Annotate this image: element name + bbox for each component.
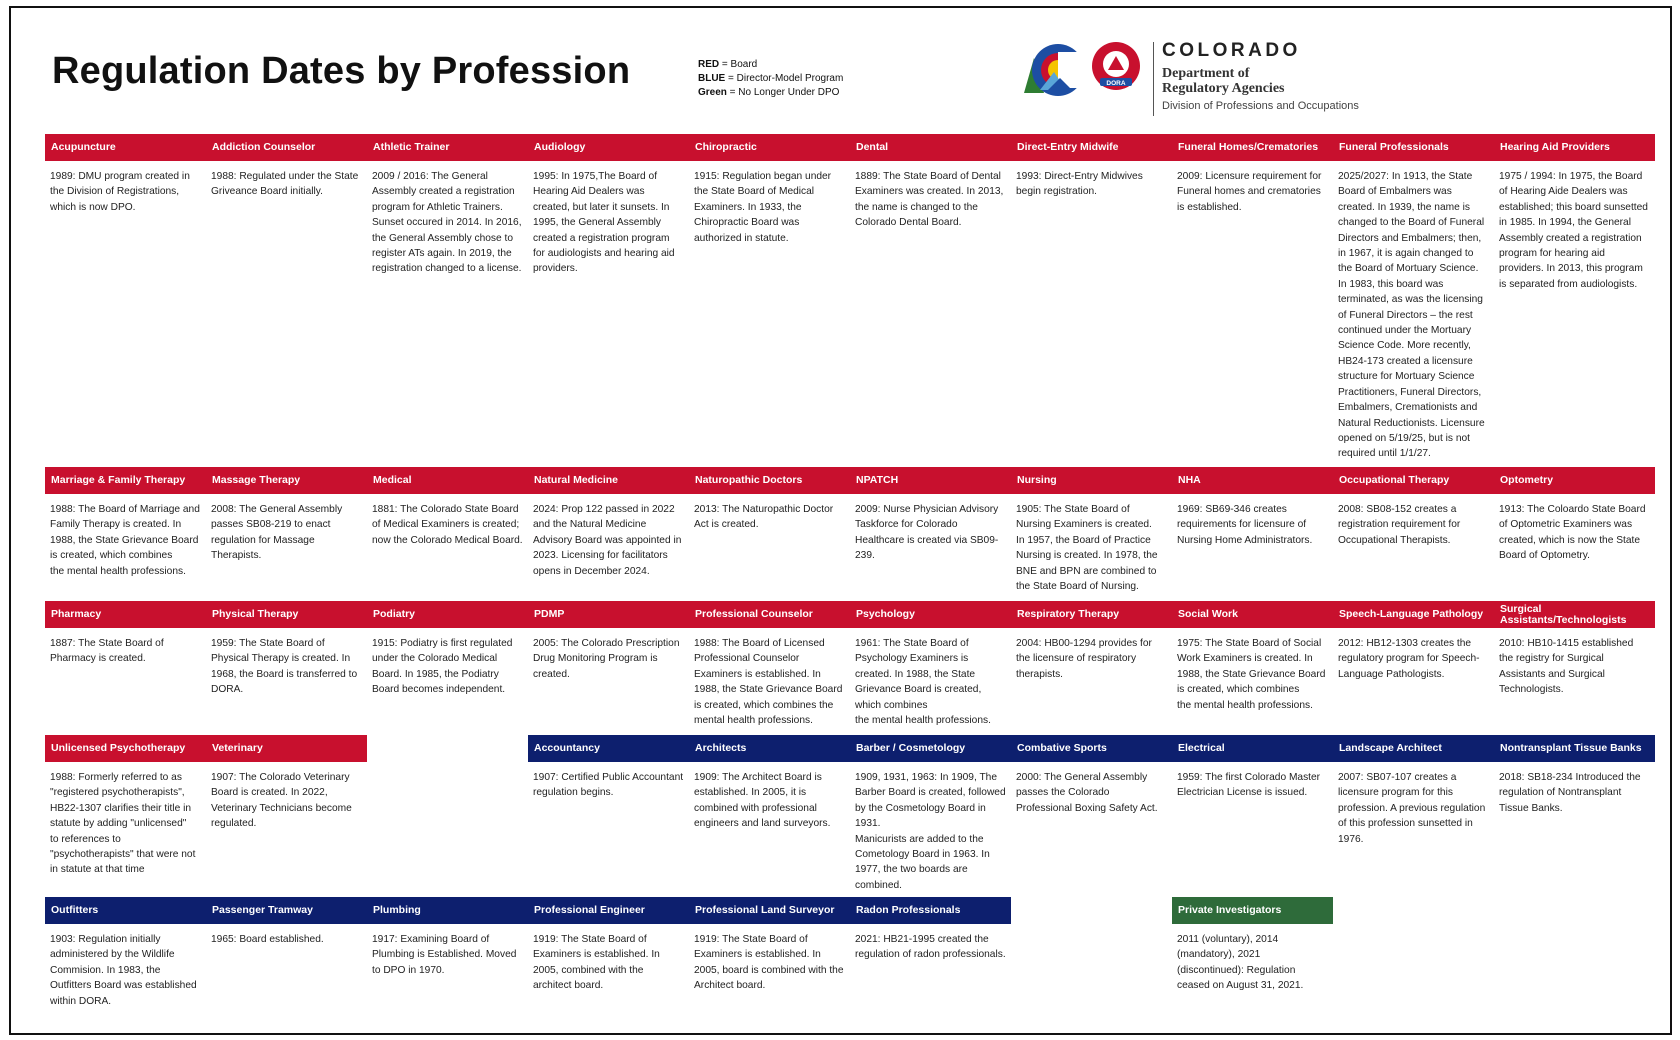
profession-description: 2018: SB18-234 Introduced the regulation of Nontransplant Tissue Banks. (1499, 772, 1641, 814)
profession-description: 2010: HB10-1415 established the registry for Surgical Assistants and Surgical Technologists. (1499, 638, 1634, 696)
profession-description: 2008: SB08-152 creates a registration requirement for Occupational Therapists. (1338, 504, 1461, 546)
profession-description: 1919: The State Board of Examiners is established. In 2005, combined with the architect board. (533, 934, 660, 992)
profession-header: Direct-Entry Midwife (1011, 134, 1172, 161)
profession-header: Funeral Professionals (1333, 134, 1494, 161)
profession-header: Naturopathic Doctors (689, 467, 850, 494)
profession-description: 1915: Regulation began under the State Board of Medical Examiners. In 1933, the Chiropractic Board was authorized in statute. (694, 171, 832, 244)
profession-description: 2000: The General Assembly passes the Colorado Professional Boxing Safety Act. (1016, 772, 1158, 814)
profession-description: 1959: The State Board of Physical Therapy is created. In 1968, the Board is transferred to DORA. (211, 638, 358, 696)
profession-header: Nontransplant Tissue Banks (1494, 735, 1655, 762)
profession-description: 2021: HB21-1995 created the regulation of radon professionals. (855, 934, 1006, 961)
logo-dept-line2: Regulatory Agencies (1162, 81, 1285, 96)
profession-cell (528, 601, 689, 682)
color-legend (698, 58, 843, 100)
profession-description: 2024: Prop 122 passed in 2022 and the Natural Medicine Advisory Board was appointed in 2023. Licensing for facilitators opens in December 2024. (533, 504, 682, 577)
profession-header: Professional Counselor (689, 601, 850, 628)
profession-header: Addiction Counselor (206, 134, 367, 161)
profession-description: 1995: In 1975,The Board of Hearing Aid Dealers was created, but later it sunsets. In 1995, the General Assembly created a registration program for audiologists and hearing aid providers. (533, 171, 675, 275)
profession-header: Professional Engineer (528, 897, 689, 924)
profession-cell (1494, 601, 1655, 698)
legend-green: Green = No Longer Under DPO (698, 87, 840, 98)
profession-header: Private Investigators (1172, 897, 1333, 924)
profession-description: 1881: The Colorado State Board of Medical Examiners is created; now the Colorado Medical Board. (372, 504, 523, 546)
logo-name: COLORADO (1162, 40, 1301, 61)
profession-cell (850, 467, 1011, 564)
profession-description: 1988: Regulated under the State Griveance Board initially. (211, 171, 359, 198)
legend-blue: BLUE = Director-Model Program (698, 73, 844, 84)
profession-description: 1907: Certified Public Accountant regulation begins. (533, 772, 684, 799)
profession-header: Chiropractic (689, 134, 850, 161)
profession-cell (367, 897, 528, 978)
profession-description: 1909: The Architect Board is established. In 2005, it is combined with professional engineers and land surveyors. (694, 772, 831, 830)
profession-header: Radon Professionals (850, 897, 1011, 924)
profession-cell (850, 601, 1011, 728)
profession-description: 2009 / 2016: The General Assembly created a registration program for Athletic Trainers. Sunset occured in 2014. In 2016, the General Assembly chose to register ATs again. In 2019, the registration changed to a license. (372, 171, 522, 275)
profession-header: Surgical Assistants/Technologists (1494, 601, 1655, 628)
profession-cell (45, 134, 206, 215)
profession-cell (1333, 601, 1494, 682)
profession-header: Respiratory Therapy (1011, 601, 1172, 628)
profession-header: Hearing Aid Providers (1494, 134, 1655, 161)
profession-description: 1989: DMU program created in the Division of Registrations, which is now DPO. (50, 171, 190, 213)
profession-cell (689, 134, 850, 246)
profession-header: Barber / Cosmetology (850, 735, 1011, 762)
dora-badge-text: DORA (1106, 80, 1126, 87)
profession-cell (206, 134, 367, 200)
profession-description: 2008: The General Assembly passes SB08-219 to enact regulation for Massage Therapists. (211, 504, 343, 562)
profession-header: Physical Therapy (206, 601, 367, 628)
profession-cell (528, 467, 689, 579)
profession-header: Accountancy (528, 735, 689, 762)
profession-header: Podiatry (367, 601, 528, 628)
profession-description: 2011 (voluntary), 2014 (mandatory), 2021 (discontinued): Regulation ceased on August 31, 2021. (1177, 934, 1304, 992)
profession-header: Medical (367, 467, 528, 494)
profession-header: Veterinary (206, 735, 367, 762)
profession-header: Passenger Tramway (206, 897, 367, 924)
profession-cell (1172, 897, 1333, 994)
profession-cell (1011, 467, 1172, 594)
profession-description: 1909, 1931, 1963: In 1909, The Barber Board is created, followed by the Cosmetology Board in 1931. Manicurists are added to the Cometology Board in 1963. In 1977, the two boards are combined. (855, 772, 1006, 891)
profession-header: Speech-Language Pathology (1333, 601, 1494, 628)
profession-header: Occupational Therapy (1333, 467, 1494, 494)
profession-description: 1988: The Board of Marriage and Family Therapy is created. In 1988, the State Grievance Board is created, which combines the mental health professions. (50, 504, 200, 577)
profession-cell (1333, 467, 1494, 548)
profession-description: 1917: Examining Board of Plumbing is Established. Moved to DPO in 1970. (372, 934, 517, 976)
profession-cell (850, 897, 1011, 963)
profession-header: Dental (850, 134, 1011, 161)
profession-cell (689, 735, 850, 832)
profession-header: NPATCH (850, 467, 1011, 494)
profession-header: NHA (1172, 467, 1333, 494)
profession-description: 1887: The State Board of Pharmacy is created. (50, 638, 164, 665)
legend-red: RED = Board (698, 59, 758, 70)
profession-description: 1965: Board established. (211, 934, 324, 945)
profession-cell (1011, 735, 1172, 816)
profession-description: 1907: The Colorado Veterinary Board is created. In 2022, Veterinary Technicians become regulated. (211, 772, 352, 830)
profession-cell (528, 735, 689, 801)
profession-cell (689, 467, 850, 533)
profession-cell (689, 897, 850, 994)
profession-description: 1988: The Board of Licensed Professional Counselor Examiners is established. In 1988, the State Grievance Board is created, which combines the mental health professions. (694, 638, 843, 727)
profession-header: Natural Medicine (528, 467, 689, 494)
profession-header: PDMP (528, 601, 689, 628)
profession-header: Unlicensed Psychotherapy (45, 735, 206, 762)
profession-header: Acupuncture (45, 134, 206, 161)
profession-cell (1172, 601, 1333, 713)
profession-description: 1919: The State Board of Examiners is established. In 2005, board is combined with the Architect board. (694, 934, 844, 992)
profession-cell (1011, 601, 1172, 682)
page-title: Regulation Dates by Profession (52, 50, 631, 92)
profession-cell (1172, 467, 1333, 548)
profession-cell (206, 735, 367, 832)
profession-cell (1494, 467, 1655, 564)
profession-header: Athletic Trainer (367, 134, 528, 161)
profession-description: 1993: Direct-Entry Midwives begin registration. (1016, 171, 1143, 198)
profession-header: Massage Therapy (206, 467, 367, 494)
profession-header: Audiology (528, 134, 689, 161)
profession-cell (367, 467, 528, 548)
profession-cell (45, 897, 206, 1009)
profession-header: Funeral Homes/Crematories (1172, 134, 1333, 161)
profession-description: 2012: HB12-1303 creates the regulatory program for Speech-Language Pathologists. (1338, 638, 1480, 680)
profession-description: 1889: The State Board of Dental Examiners was created. In 2013, the name is changed to the Colorado Dental Board. (855, 171, 1004, 229)
profession-cell (528, 897, 689, 994)
profession-cell (689, 601, 850, 728)
profession-cell (1172, 134, 1333, 215)
profession-description: 2009: Licensure requirement for Funeral homes and crematories is established. (1177, 171, 1322, 213)
profession-header: Outfitters (45, 897, 206, 924)
profession-cell (206, 467, 367, 564)
profession-header: Nursing (1011, 467, 1172, 494)
profession-cell (45, 601, 206, 667)
logo-text (1162, 40, 1359, 112)
logo-division: Division of Professions and Occupations (1162, 100, 1359, 112)
profession-cell (367, 134, 528, 277)
profession-description: 2004: HB00-1294 provides for the licensure of respiratory therapists. (1016, 638, 1152, 680)
profession-description: 1959: The first Colorado Master Electrician License is issued. (1177, 772, 1321, 799)
profession-description: 1988: Formerly referred to as "registered psychotherapists", HB22-1307 clarifies their title in statute by adding "unlicensed" to references to "psychotherapists" that were not in statute at that time (50, 772, 196, 876)
profession-description: 1913: The Coloardo State Board of Optometric Examiners was created, which is now the State Board of Optometry. (1499, 504, 1646, 562)
profession-cell (206, 897, 367, 947)
logo-dept-line1: Department of (1162, 66, 1250, 81)
profession-description: 1903: Regulation initially administered by the Wildlife Commision. In 1983, the Outfitters Board was established within DORA. (50, 934, 197, 1007)
profession-description: 2013: The Naturopathic Doctor Act is created. (694, 504, 834, 531)
profession-header: Electrical (1172, 735, 1333, 762)
profession-header: Pharmacy (45, 601, 206, 628)
profession-description: 1915: Podiatry is first regulated under the Colorado Medical Board. In 1985, the Podiatry Board becomes independent. (372, 638, 513, 696)
profession-header: Optometry (1494, 467, 1655, 494)
profession-cell (206, 601, 367, 698)
profession-cell (1333, 735, 1494, 847)
profession-cell (367, 601, 528, 698)
profession-cell (45, 467, 206, 579)
profession-header: Professional Land Surveyor (689, 897, 850, 924)
profession-description: 1975 / 1994: In 1975, the Board of Hearing Aide Dealers was established; this board sunsetted in 1985. In 1994, the General Assembly created a registration program for hearing aid providers. In 2013, this program is separated from audiologists. (1499, 171, 1648, 290)
profession-cell (45, 735, 206, 878)
profession-header: Marriage & Family Therapy (45, 467, 206, 494)
profession-cell (850, 735, 1011, 893)
profession-description: 1969: SB69-346 creates requirements for licensure of Nursing Home Administrators. (1177, 504, 1313, 546)
profession-description: 2009: Nurse Physician Advisory Taskforce for Colorado Healthcare is created via SB09-239. (855, 504, 999, 562)
profession-cell (1494, 134, 1655, 292)
profession-description: 1975: The State Board of Social Work Examiners is created. In 1988, the State Grievance Board is created, which combines the mental health professions. (1177, 638, 1326, 711)
profession-description: 2025/2027: In 1913, the State Board of Embalmers was created. In 1939, the name is changed to the Board of Funeral Directors and Embalmers; then, in 1967, it is again changed to the Board of Mortuary Science. In 1983, this board was terminated, as was the licensing of Funeral Directors – the rest continued under the Mortuary Science Code. More recently, HB24-173 created a licensure structure for Mortuary Science Practitioners, Funeral Directors, Embalmers, Cremationists and Natural Reductionists. Licensure opened on 5/19/25, but is not required until 1/1/27. (1338, 171, 1485, 460)
logo-divider (1153, 42, 1154, 116)
profession-description: 2007: SB07-107 creates a licensure program for this profession. A previous regulation of this profession sunsetted in 1976. (1338, 772, 1486, 845)
profession-description: 2005: The Colorado Prescription Drug Monitoring Program is created. (533, 638, 680, 680)
profession-cell (1494, 735, 1655, 816)
profession-header: Psychology (850, 601, 1011, 628)
profession-description: 1905: The State Board of Nursing Examiners is created. In 1957, the Board of Practice Nursing is created. In 1978, the BNE and BPN are combined to the State Board of Nursing. (1016, 504, 1158, 593)
profession-cell (850, 134, 1011, 231)
profession-header: Architects (689, 735, 850, 762)
profession-header: Landscape Architect (1333, 735, 1494, 762)
profession-header: Social Work (1172, 601, 1333, 628)
profession-cell (1011, 134, 1172, 200)
profession-cell (1172, 735, 1333, 801)
profession-cell (528, 134, 689, 277)
profession-cell (1333, 134, 1494, 462)
profession-description: 1961: The State Board of Psychology Examiners is created. In 1988, the State Grievance Board is created, which combines the mental health professions. (855, 638, 991, 727)
profession-header: Combative Sports (1011, 735, 1172, 762)
profession-header: Plumbing (367, 897, 528, 924)
